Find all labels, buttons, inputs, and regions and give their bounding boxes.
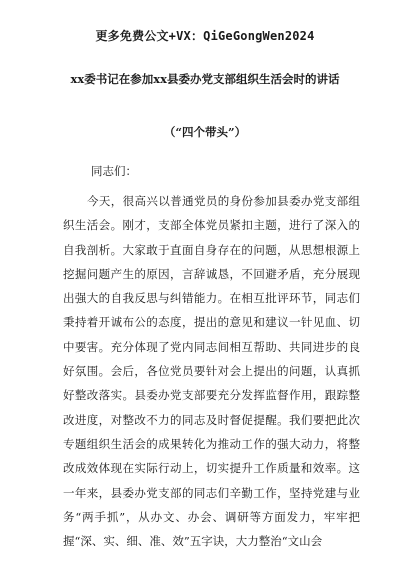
salutation: 同志们： bbox=[91, 164, 137, 178]
document-subtitle: （“四个带头”） bbox=[163, 125, 247, 139]
document-title: xx委书记在参加xx县委办党支部组织生活会时的讲话 bbox=[70, 72, 340, 86]
header-watermark-text: 更多免费公文+VX：QiGeGongWen2024 bbox=[95, 29, 315, 43]
body-paragraph: 今天，很高兴以普通党员的身份参加县委办党支部组织生活会。刚才，支部全体党员紧扣主题，进行了深入的自我剖析。大家敢于直面自身存在的问题，从思想根源上挖掘问题产生的原因，言辞诚恳，不回避矛盾，充分展现出强大的自我反思与纠错能力。在相互批评环节，同志们秉持着开诚布公的态度，提出的意见和建议一针见血、切中要害。充分体现了党内同志间相互帮助、共同进步的良好氛围。会后，各位党员要针对会上提出的问题，认真抓好整改落实。县委办党支部要充分发挥监督作用，跟踪整改进度，对整改不力的同志及时督促提醒。我们要把此次专题组织生活会的成果转化为推动工作的强大动力，将整改成效体现在实际行动上，切实提升工作质量和效率。这一年来，县委办党支部的同志们辛勤工作，坚持党建与业务“两手抓”，从办文、办会、调研等方面发力，牢牢把握“深、实、细、准、效”五字诀，大力整治“文山会 bbox=[63, 194, 360, 549]
